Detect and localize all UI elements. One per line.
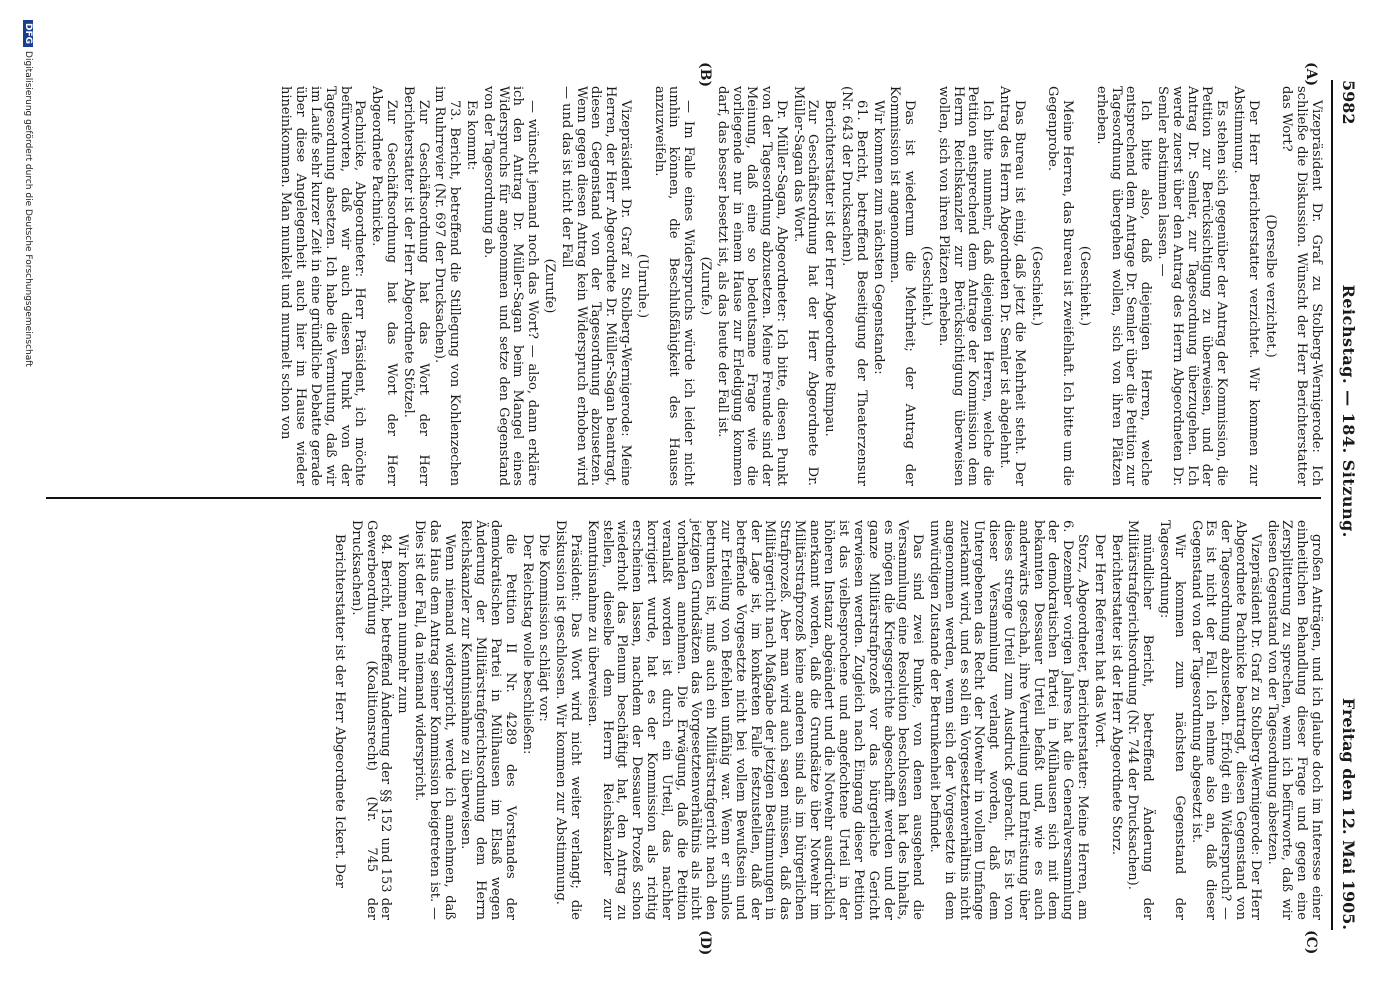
paragraph: die Petition II Nr. 4289 des Vorstandes der demokratischen Partei in Mülhausen im Elsaß wegen Änderung der Militärstrafgerichtsordnung dem Herrn Reichskanzler zur Kenntnisnahme zu überweisen.: [458, 520, 518, 920]
paragraph: Der Reichstag wolle beschließen:: [519, 534, 535, 755]
paragraph: Pachnicke, Abgeordneter: Herr Präsident, ich möchte befürworten, daß wir auch diesen Punkt von der Tagesordnung absetzen. Ich habe die Vermutung, daß wir im Laufe sehr kurzer Zeit in eine gründliche Debatte gerade über diese Angelegenheit auch hier im Hause wieder hineinkommen. Man munkelt und murmelt schon von: [278, 86, 368, 486]
column-divider: [46, 497, 1321, 499]
footer: [23, 20, 33, 367]
paragraph: Wir kommen zum nächsten Gegenstand der Tagesordnung:: [1157, 520, 1187, 920]
header-date: Freitag den 12. Mai 1905.: [1339, 697, 1359, 930]
paragraph: 73. Bericht, betreffend die Stillegung von Kohlenzechen im Ruhrrevier (Nr. 697 der Drucksachen).: [432, 86, 463, 486]
paragraph: Meine Herren, das Bureau ist zweifelhaft. Ich bitte um die Gegenprobe.: [1045, 86, 1076, 486]
margin-mark-d: (D): [697, 930, 713, 956]
paragraph: Wir kommen zum nächsten Gegenstande:: [870, 100, 886, 375]
paragraph: Vizepräsident Dr. Graf zu Stolberg-Wernigerode: Der Herr Abgeordnete Pachnicke beantragt, diesen Gegenstand von der Tagesordnung abzusetzen. Erfolgt ein Widerspruch? — Es ist nicht der Fall. Ich nehme also an, daß dieser Gegenstand von der Tagesordnung abgesetzt ist.: [1188, 520, 1263, 920]
paragraph: (Geschieht.): [919, 245, 935, 327]
paragraph: (Zurufe): [541, 258, 557, 314]
paragraph: Ich bitte nunmehr, daß diejenigen Herren, welche die Petition entsprechend dem Antrage der Kommission dem Herrn Reichskanzler zur Berücksichtigung überweisen wollen, sich von ihren Plätzen erheben.: [935, 86, 996, 486]
paragraph: Storz, Abgeordneter, Berichterstatter: Meine Herren, am 6. Dezember vorigen Jahres hat die Generalversammlung der demokratischen Partei in Mülhausen sich mit dem bekannten Dessauer Urteil befaßt und, wie es auch anderwärts geschah, ihre Verurteilung und Entrüstung über dieses strenge Urteil zum Ausdruck gebracht. Es ist von dieser Versammlung verlangt worden, daß dem Untergebenen das Recht der Notwehr in vollem Umfange zuerkannt wird, und es soll ein Vorgesetztenverhältnis nicht angenommen werden, wenn sich der Vorgesetzte in dem unwürdigen Zustande der Betrunkenheit befindet.: [927, 520, 1091, 920]
paragraph: (Zurufe.): [697, 256, 713, 316]
paragraph: Das ist wiederum die Mehrheit; der Antrag der Kommission ist angenommen.: [887, 86, 918, 486]
paragraph: Zur Geschäftsordnung hat der Herr Abgeordnete Dr. Müller-Sagan das Wort.: [790, 86, 821, 486]
dfg-logo: DFG: [23, 20, 33, 47]
footer-text: Digitalisierung gefördert durch die Deutsche Forschungsgemeinschaft: [23, 51, 33, 367]
paragraph: (Unruhe.): [634, 253, 650, 319]
paragraph: mündlicher Bericht, betreffend Änderung der Militärstrafgerichtsordnung (Nr. 744 der Drucksachen).: [1125, 520, 1156, 920]
margin-mark-a: (A): [1303, 62, 1319, 87]
paragraph: Der Herr Referent hat das Wort.: [1091, 534, 1107, 748]
paragraph: Es kommt:: [463, 100, 479, 171]
paragraph: 61. Bericht, betreffend Beseitigung der Theaterzensur (Nr. 643 der Drucksachen).: [839, 86, 869, 486]
paragraph: — wünscht jemand noch das Wort? — also, dann erkläre ich den Antrag Dr. Müller-Sagan beim Mangel eines Widerspruchs für angenommen und setze den Gegenstand von der Tagesordnung ab.: [480, 86, 541, 486]
margin-mark-c: (C): [1303, 930, 1319, 955]
paragraph: Ich bitte also, daß diejenigen Herren, welche entsprechend dem Antrage Dr. Semler über die Petition zur Tagesordnung übergehen wollen, sich von ihren Plätzen erheben.: [1093, 86, 1154, 486]
paragraph: (Geschieht.): [1077, 245, 1093, 327]
paragraph: Das Bureau ist einig, daß jetzt die Mehrheit steht. Der Antrag des Herrn Abgeordneten Dr. Semler ist abgelehnt.: [997, 86, 1027, 486]
paragraph: — Im Falle eines Widerspruchs würde ich leider nicht umhin können, die Beschlußfähigkeit des Hauses anzuzweifeln.: [651, 86, 697, 486]
paragraph: (Derselbe verzichtet.): [1262, 214, 1278, 358]
paragraph: (Geschieht.): [1028, 245, 1044, 327]
paragraph: Wir kommen nunmehr zum: [395, 534, 411, 714]
header-title: Reichstag. — 184. Sitzung.: [1339, 284, 1359, 538]
paragraph: Berichterstatter ist der Herr Abgeordnete Ickert. Der: [332, 534, 347, 888]
paragraph: Die Kommission schlägt vor:: [536, 534, 552, 722]
paragraph: 84. Bericht, betreffend Änderung der §§ 152 und 153 der Gewerbeordnung (Koalitionsrecht) (Nr. 745 der Drucksachen).: [348, 520, 394, 920]
page-header: [1331, 80, 1365, 930]
paragraph: Zur Geschäftsordnung hat das Wort der Herr Berichterstatter ist der Herr Abgeordnete Stötzel.: [400, 86, 431, 486]
right-column: [329, 520, 1323, 920]
paragraph: Vizepräsident Dr. Graf zu Stolberg-Wernigerode: Meine Herren, der Herr Abgeordnete Dr. Müller-Sagan beantragt, diesen Gegenstand von der Tagesordnung abzusetzen. Wenn gegen diesen Antrag kein Widerspruch erhoben wird — und das ist nicht der Fall: [558, 86, 633, 486]
paragraph: Berichterstatter ist der Herr Abgeordnete Storz.: [1108, 534, 1124, 856]
page-number: 5982: [1339, 80, 1359, 125]
paragraph: Zur Geschäftsordnung hat das Wort der Herr Abgeordnete Pachnicke.: [369, 86, 399, 486]
paragraph: Berichterstatter ist der Herr Abgeordnete Rimpau.: [822, 100, 838, 437]
paragraph: Wenn niemand widerspricht, werde ich annehmen, daß das Haus dem Antrag seiner Kommission beigetreten ist. — Dies ist der Fall, da niemand widerspricht.: [411, 520, 457, 920]
paragraph: großen Anträgen, und ich glaube doch im Interesse einer einheitlichen Behandlung dieser Frage und gegen eine Zersplitterung zu sprechen, wenn ich befürworte, daß wir diesen Gegenstand von der Tagesordnung absetzen.: [1264, 520, 1324, 920]
paragraph: Der Herr Berichterstatter verzichtet. Wir kommen zur Abstimmung.: [1231, 86, 1261, 486]
left-column: [276, 86, 1323, 486]
paragraph: Das sind zwei Punkte, von denen ausgehend die Versammlung eine Resolution beschlossen hat des Inhalts, es mögen die Kriegsgerichte abgeschafft werden und der ganze Militärstrafprozeß vor das bürgerliche Gericht verwiesen werden. Zugleich nach Eingang dieser Petition ist das vielbesprochene und angefochtene Urteil in der höheren Instanz abgeändert und die Notwehr ausdrücklich anerkannt worden, daß die Grundsätze über Notwehr im Militärstrafprozeß keine anderen sind als im bürgerlichen Strafprozeß. Aber man wird auch sagen müssen, daß das Militärgericht nach Maßgabe der jetzigen Bestimmungen in der Lage ist, im konkreten Falle festzustellen, daß der betreffende Vorgesetzte nicht bei vollem Bewußtsein und zur Erteilung von Befehlen unfähig war. Wenn er sinnlos betrunken ist, muß auch ein Militärstrafgericht nach den jetzigen Grundsätzen das Vorgesetztenverhältnis als nicht vorhanden annehmen. Die Erwägung, daß die Petition veranlaßt worden ist durch ein Urteil, das nachher korrigiert wurde, hat es der Kommission als richtig erscheinen lassen, nachdem der Dessauer Prozeß schon wiederholt das Plenum beschäftigt hat, den Antrag zu stellen, dieselbe dem Herrn Reichskanzler zur Kenntnisnahme zu überweisen.: [584, 520, 926, 920]
margin-mark-b: (B): [697, 62, 713, 88]
paragraph: Dr. Müller-Sagan, Abgeordneter: Ich bitte, diesen Punkt von der Tagesordnung abzusetzen. Meine Freunde sind der Meinung, daß eine so bedeutsame Frage wie die vorliegende nur in einem Hause zur Erledigung kommen darf, das besser besetzt ist, als das heute der Fall ist.: [714, 86, 789, 486]
paragraph: Präsident: Das Wort wird nicht weiter verlangt; die Diskussion ist geschlossen. Wir kommen zur Abstimmung.: [553, 520, 583, 920]
paragraph: Vizepräsident Dr. Graf zu Stolberg-Wernigerode: Ich schließe die Diskussion. Wünscht der Herr Berichterstatter das Wort?: [1279, 86, 1324, 486]
paragraph: Es stehen sich gegenüber der Antrag der Kommission, die Petition zur Berücksichtigung zu überweisen, und der Antrag Dr. Semler, zur Tagesordnung überzugehen. Ich werde zuerst über den Antrag des Herrn Abgeordneten Dr. Semler abstimmen lassen. —: [1155, 86, 1230, 486]
